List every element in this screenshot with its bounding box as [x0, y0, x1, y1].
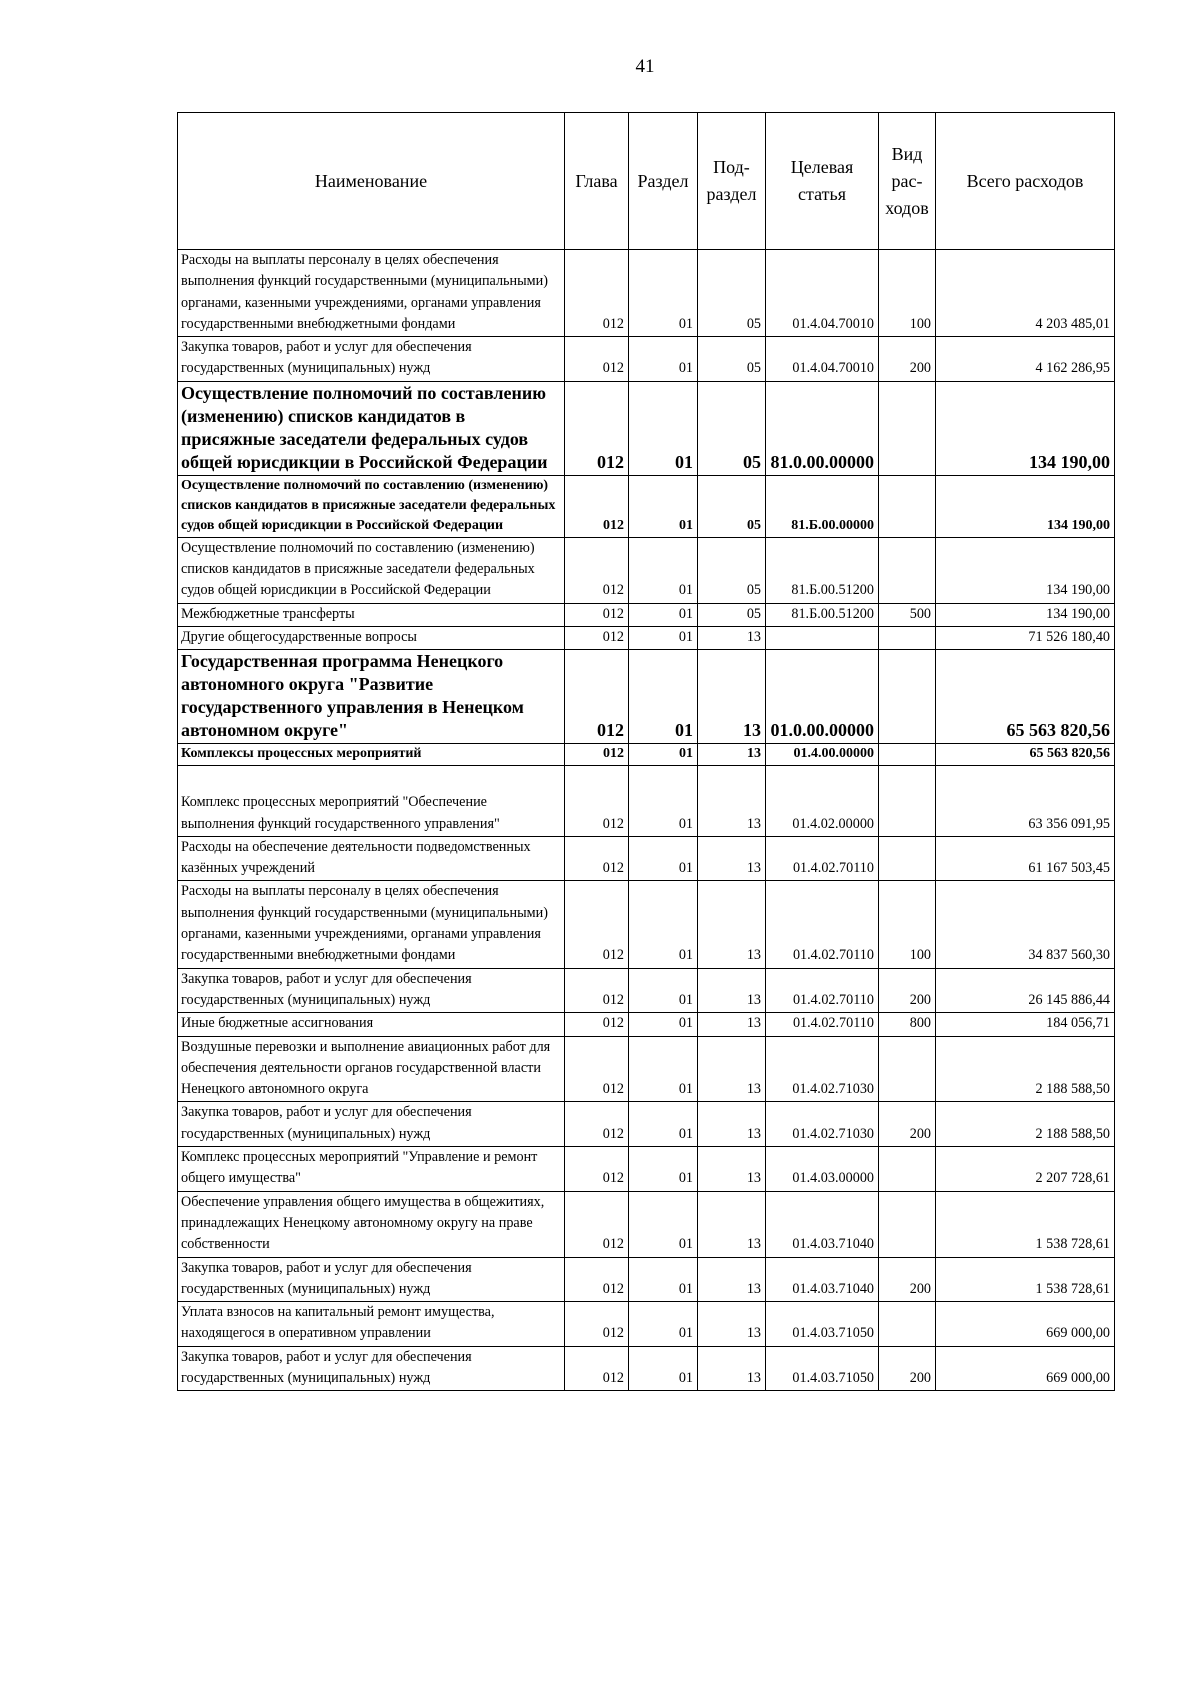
header-section: Раздел [629, 113, 698, 250]
cell-total: 134 190,00 [936, 603, 1115, 626]
table-row [178, 881, 1115, 968]
cell-name: Иные бюджетные ассигнования [178, 1013, 565, 1036]
cell-target: 01.4.02.70110 [766, 881, 879, 968]
cell-name: Межбюджетные трансферты [178, 603, 565, 626]
table-row [178, 1257, 1115, 1302]
table-row [178, 626, 1115, 649]
header-name: Наименование [178, 113, 565, 250]
cell-section: 01 [629, 603, 698, 626]
cell-section: 01 [629, 1036, 698, 1102]
cell-name: Осуществление полномочий по составлению (изменению) списков кандидатов в присяжные заседатели федеральных судов общей юрисдикции в Российской Федерации [178, 537, 565, 603]
cell-target: 81.Б.00.00000 [766, 475, 879, 537]
cell-subsection: 13 [698, 1257, 766, 1302]
cell-subsection: 13 [698, 1191, 766, 1257]
cell-chapter: 012 [565, 744, 629, 766]
cell-exp-type [879, 381, 936, 475]
cell-chapter: 012 [565, 650, 629, 744]
cell-subsection: 13 [698, 836, 766, 881]
cell-target: 81.Б.00.51200 [766, 603, 879, 626]
cell-name: Государственная программа Ненецкого автономного округа "Развитие государственного управления в Ненецком автономном округе" [178, 650, 565, 744]
cell-chapter: 012 [565, 475, 629, 537]
table-row [178, 836, 1115, 881]
cell-name: Комплекс процессных мероприятий "Управление и ремонт общего имущества" [178, 1147, 565, 1192]
cell-subsection: 13 [698, 968, 766, 1013]
cell-chapter: 012 [565, 766, 629, 837]
cell-total: 134 190,00 [936, 475, 1115, 537]
table-row [178, 1302, 1115, 1347]
cell-section: 01 [629, 1302, 698, 1347]
cell-exp-type [879, 1036, 936, 1102]
cell-exp-type: 200 [879, 337, 936, 382]
cell-section: 01 [629, 766, 698, 837]
cell-subsection: 13 [698, 1102, 766, 1147]
cell-section: 01 [629, 881, 698, 968]
cell-total: 2 188 588,50 [936, 1102, 1115, 1147]
page-number: 41 [635, 56, 655, 77]
cell-total: 669 000,00 [936, 1346, 1115, 1391]
cell-target: 01.4.04.70010 [766, 337, 879, 382]
table-row [178, 250, 1115, 337]
cell-target: 01.4.03.71050 [766, 1346, 879, 1391]
cell-total: 1 538 728,61 [936, 1191, 1115, 1257]
cell-name: Расходы на выплаты персоналу в целях обеспечения выполнения функций государственными (муниципальными) органами, казенными учреждениями, органами управления государственными внебюджетными фондами [178, 881, 565, 968]
cell-chapter: 012 [565, 836, 629, 881]
cell-subsection: 05 [698, 381, 766, 475]
table-row [178, 337, 1115, 382]
table-row [178, 1191, 1115, 1257]
cell-total: 2 207 728,61 [936, 1147, 1115, 1192]
cell-name: Уплата взносов на капитальный ремонт имущества, находящегося в оперативном управлении [178, 1302, 565, 1347]
cell-section: 01 [629, 968, 698, 1013]
cell-name: Закупка товаров, работ и услуг для обеспечения государственных (муниципальных) нужд [178, 1102, 565, 1147]
cell-target: 01.4.00.00000 [766, 744, 879, 766]
cell-subsection: 13 [698, 1346, 766, 1391]
table-row [178, 475, 1115, 537]
cell-total: 134 190,00 [936, 537, 1115, 603]
cell-section: 01 [629, 250, 698, 337]
cell-section: 01 [629, 1257, 698, 1302]
cell-subsection: 13 [698, 1147, 766, 1192]
cell-section: 01 [629, 381, 698, 475]
cell-subsection: 13 [698, 744, 766, 766]
cell-exp-type: 800 [879, 1013, 936, 1036]
cell-chapter: 012 [565, 881, 629, 968]
table-row [178, 744, 1115, 766]
cell-exp-type: 100 [879, 250, 936, 337]
cell-exp-type: 100 [879, 881, 936, 968]
cell-section: 01 [629, 1346, 698, 1391]
cell-name: Осуществление полномочий по составлению (изменению) списков кандидатов в присяжные заседатели федеральных судов общей юрисдикции в Российской Федерации [178, 381, 565, 475]
cell-total: 63 356 091,95 [936, 766, 1115, 837]
header-target: Целевая статья [766, 113, 879, 250]
cell-name: Комплексы процессных мероприятий [178, 744, 565, 766]
cell-total: 2 188 588,50 [936, 1036, 1115, 1102]
cell-name: Закупка товаров, работ и услуг для обеспечения государственных (муниципальных) нужд [178, 1257, 565, 1302]
cell-subsection: 05 [698, 603, 766, 626]
cell-chapter: 012 [565, 1147, 629, 1192]
cell-exp-type [879, 626, 936, 649]
cell-name: Другие общегосударственные вопросы [178, 626, 565, 649]
cell-subsection: 13 [698, 1013, 766, 1036]
cell-chapter: 012 [565, 537, 629, 603]
cell-total: 1 538 728,61 [936, 1257, 1115, 1302]
cell-name: Закупка товаров, работ и услуг для обеспечения государственных (муниципальных) нужд [178, 968, 565, 1013]
table-row [178, 1346, 1115, 1391]
table-row [178, 537, 1115, 603]
cell-target: 01.4.03.00000 [766, 1147, 879, 1192]
cell-exp-type [879, 537, 936, 603]
cell-chapter: 012 [565, 1102, 629, 1147]
cell-target: 01.4.02.70110 [766, 836, 879, 881]
cell-section: 01 [629, 1191, 698, 1257]
cell-exp-type: 500 [879, 603, 936, 626]
cell-target: 81.Б.00.51200 [766, 537, 879, 603]
cell-target [766, 626, 879, 649]
cell-chapter: 012 [565, 1346, 629, 1391]
cell-chapter: 012 [565, 1013, 629, 1036]
cell-total: 184 056,71 [936, 1013, 1115, 1036]
cell-subsection: 13 [698, 766, 766, 837]
cell-exp-type [879, 650, 936, 744]
cell-chapter: 012 [565, 250, 629, 337]
cell-chapter: 012 [565, 337, 629, 382]
cell-chapter: 012 [565, 1302, 629, 1347]
cell-total: 134 190,00 [936, 381, 1115, 475]
cell-chapter: 012 [565, 1257, 629, 1302]
cell-name: Воздушные перевозки и выполнение авиационных работ для обеспечения деятельности органов государственной власти Ненецкого автономного округа [178, 1036, 565, 1102]
cell-name: Расходы на обеспечение деятельности подведомственных казённых учреждений [178, 836, 565, 881]
cell-exp-type [879, 766, 936, 837]
header-subsection: Под-раздел [698, 113, 766, 250]
cell-chapter: 012 [565, 968, 629, 1013]
cell-total: 4 203 485,01 [936, 250, 1115, 337]
header-exp-type: Вид рас-ходов [879, 113, 936, 250]
cell-chapter: 012 [565, 626, 629, 649]
cell-name: Закупка товаров, работ и услуг для обеспечения государственных (муниципальных) нужд [178, 337, 565, 382]
table-row [178, 650, 1115, 744]
cell-target: 01.4.02.71030 [766, 1036, 879, 1102]
cell-subsection: 13 [698, 881, 766, 968]
cell-target: 01.0.00.00000 [766, 650, 879, 744]
cell-exp-type [879, 836, 936, 881]
cell-exp-type [879, 475, 936, 537]
table-row [178, 766, 1115, 837]
table-row [178, 1147, 1115, 1192]
cell-exp-type: 200 [879, 968, 936, 1013]
cell-subsection: 13 [698, 650, 766, 744]
table-row [178, 381, 1115, 475]
cell-subsection: 05 [698, 250, 766, 337]
cell-chapter: 012 [565, 1191, 629, 1257]
table-row [178, 1036, 1115, 1102]
cell-section: 01 [629, 537, 698, 603]
cell-section: 01 [629, 744, 698, 766]
cell-name: Закупка товаров, работ и услуг для обеспечения государственных (муниципальных) нужд [178, 1346, 565, 1391]
cell-section: 01 [629, 1147, 698, 1192]
cell-target: 01.4.02.70110 [766, 1013, 879, 1036]
cell-exp-type: 200 [879, 1102, 936, 1147]
cell-target: 01.4.03.71040 [766, 1191, 879, 1257]
header-total: Всего расходов [936, 113, 1115, 250]
cell-section: 01 [629, 836, 698, 881]
header-chapter: Глава [565, 113, 629, 250]
cell-section: 01 [629, 1102, 698, 1147]
cell-exp-type [879, 1302, 936, 1347]
cell-subsection: 05 [698, 537, 766, 603]
cell-subsection: 05 [698, 475, 766, 537]
cell-target: 01.4.02.71030 [766, 1102, 879, 1147]
budget-table [177, 112, 1115, 1391]
cell-section: 01 [629, 337, 698, 382]
table-header-row [178, 113, 1115, 250]
cell-exp-type [879, 744, 936, 766]
table-row [178, 1102, 1115, 1147]
cell-subsection: 13 [698, 1302, 766, 1347]
cell-total: 26 145 886,44 [936, 968, 1115, 1013]
cell-total: 34 837 560,30 [936, 881, 1115, 968]
cell-target: 01.4.03.71050 [766, 1302, 879, 1347]
cell-exp-type [879, 1147, 936, 1192]
cell-name: Обеспечение управления общего имущества в общежитиях, принадлежащих Ненецкому автономному округу на праве собственности [178, 1191, 565, 1257]
cell-total: 61 167 503,45 [936, 836, 1115, 881]
cell-total: 669 000,00 [936, 1302, 1115, 1347]
cell-total: 4 162 286,95 [936, 337, 1115, 382]
cell-section: 01 [629, 626, 698, 649]
cell-target: 81.0.00.00000 [766, 381, 879, 475]
table-row [178, 1013, 1115, 1036]
cell-name: Осуществление полномочий по составлению (изменению) списков кандидатов в присяжные заседатели федеральных судов общей юрисдикции в Российской Федерации [178, 475, 565, 537]
cell-subsection: 13 [698, 626, 766, 649]
cell-section: 01 [629, 475, 698, 537]
cell-chapter: 012 [565, 1036, 629, 1102]
cell-name: Расходы на выплаты персоналу в целях обеспечения выполнения функций государственными (муниципальными) органами, казенными учреждениями, органами управления государственными внебюджетными фондами [178, 250, 565, 337]
cell-target: 01.4.02.00000 [766, 766, 879, 837]
cell-chapter: 012 [565, 381, 629, 475]
cell-total: 71 526 180,40 [936, 626, 1115, 649]
cell-exp-type: 200 [879, 1257, 936, 1302]
cell-target: 01.4.04.70010 [766, 250, 879, 337]
cell-total: 65 563 820,56 [936, 744, 1115, 766]
cell-subsection: 05 [698, 337, 766, 382]
cell-chapter: 012 [565, 603, 629, 626]
cell-name: Комплекс процессных мероприятий "Обеспечение выполнения функций государственного управления" [178, 766, 565, 837]
cell-section: 01 [629, 650, 698, 744]
cell-target: 01.4.02.70110 [766, 968, 879, 1013]
cell-subsection: 13 [698, 1036, 766, 1102]
cell-section: 01 [629, 1013, 698, 1036]
cell-total: 65 563 820,56 [936, 650, 1115, 744]
cell-exp-type [879, 1191, 936, 1257]
table-row [178, 603, 1115, 626]
cell-target: 01.4.03.71040 [766, 1257, 879, 1302]
cell-exp-type: 200 [879, 1346, 936, 1391]
table-row [178, 968, 1115, 1013]
